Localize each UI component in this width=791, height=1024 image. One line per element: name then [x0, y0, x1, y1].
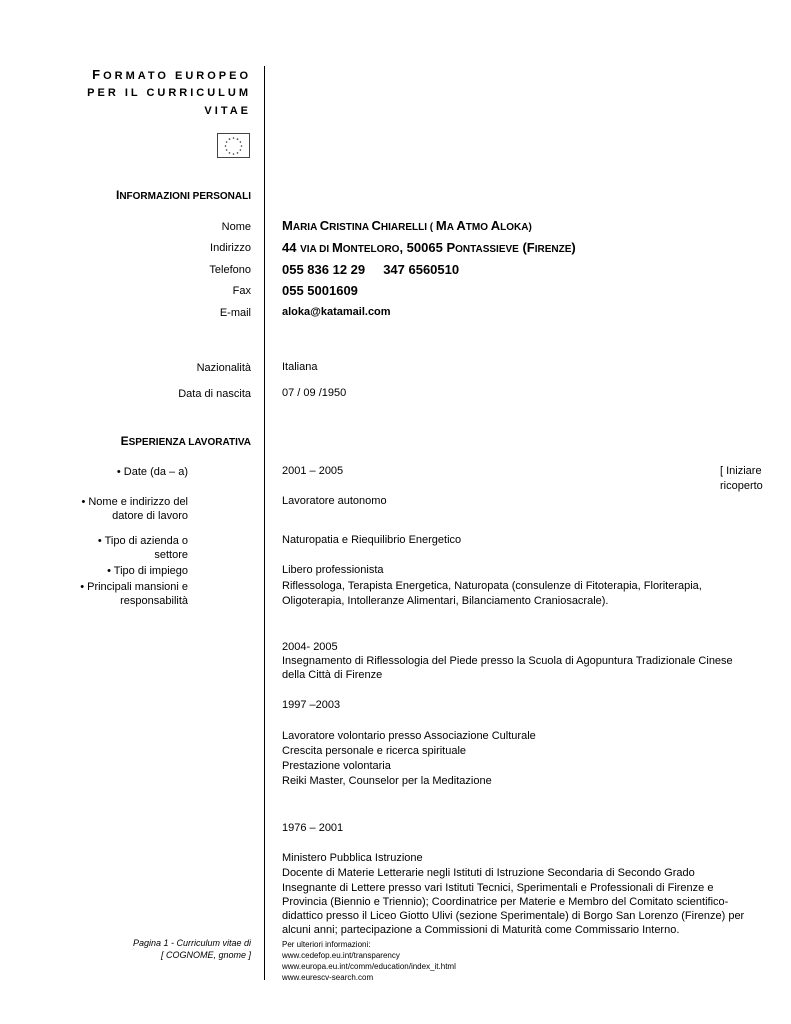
cv-title-line-3: VITAE [204, 105, 251, 117]
label-duties-1: • Principali mansioni e [80, 581, 188, 593]
label-sector-2: settore [154, 549, 188, 561]
section-personal-info: INFORMAZIONI PERSONALI [115, 188, 251, 202]
value-address: 44 VIA DI MONTELORO, 50065 PONTASSIEVE (FIRENZE) [282, 240, 576, 255]
exp4-line-5: didattico presso il Liceo Giotto Ulivi (sezione Sperimentale) di Borgo San Lorenzo (Firenze) per [282, 910, 745, 922]
exp4-line-4: Provincia (Biennio e Triennio); Coordinatrice per Materie e Membro del Comitato scientifico- [282, 896, 729, 908]
side-note-line-2: ricoperto [720, 480, 763, 492]
label-employer-2: datore di lavoro [112, 510, 188, 522]
label-name: Nome [221, 221, 251, 233]
value-nationality: Italiana [282, 361, 318, 373]
footer-link-eurescv[interactable]: www.eurescv-search.com [282, 973, 374, 982]
exp1-duties-line-1: Riflessologa, Terapista Energetica, Naturopata (consulenze di Fitoterapia, Floriterapia, [282, 580, 702, 592]
label-job-type: • Tipo di impiego [107, 565, 188, 577]
label-duties-2: responsabilità [120, 595, 188, 607]
value-email[interactable]: aloka@katamail.com [282, 306, 391, 318]
exp1-job-type: Libero professionista [282, 564, 384, 576]
exp4-dates: 1976 – 2001 [282, 822, 344, 834]
eu-flag-icon [217, 133, 250, 158]
label-phone: Telefono [209, 264, 251, 276]
label-dates: • Date (da – a) [116, 466, 188, 478]
exp2-line-2: della Città di Firenze [282, 669, 383, 681]
exp3-line-2: Crescita personale e ricerca spirituale [282, 745, 467, 757]
label-sector-1: • Tipo di azienda o [97, 535, 188, 547]
label-fax: Fax [232, 285, 251, 297]
label-birth-date: Data di nascita [178, 388, 251, 400]
footer-page-info: Pagina 1 - Curriculum vitae di [132, 938, 251, 948]
label-address: Indirizzo [210, 242, 251, 254]
footer-more-info: Per ulteriori informazioni: [282, 940, 371, 949]
exp1-sector: Naturopatia e Riequilibrio Energetico [282, 534, 462, 546]
value-fax: 055 5001609 [282, 283, 358, 298]
value-phone: 055 836 12 29 347 6560510 [282, 262, 460, 277]
exp1-employer: Lavoratore autonomo [282, 495, 387, 507]
column-divider [264, 66, 265, 980]
exp3-line-4: Reiki Master, Counselor per la Meditazione [282, 775, 492, 787]
exp1-duties-line-2: Oligoterapia, Intolleranze Alimentari, Bilanciamento Craniosacrale). [282, 595, 609, 607]
exp3-line-1: Lavoratore volontario presso Associazione Culturale [282, 730, 536, 742]
exp3-line-3: Prestazione volontaria [282, 760, 391, 772]
exp2-dates: 2004- 2005 [282, 641, 338, 653]
cv-title-line-1: FORMATO EUROPEO [92, 67, 251, 82]
footer-name-placeholder: [ COGNOME, gnome ] [160, 950, 251, 960]
exp1-dates: 2001 – 2005 [282, 465, 344, 477]
exp4-line-1: Ministero Pubblica Istruzione [282, 852, 423, 864]
section-work-experience: ESPERIENZA LAVORATIVA [120, 434, 251, 448]
label-employer-1: • Nome e indirizzo del [81, 496, 188, 508]
label-email: E-mail [219, 307, 251, 319]
exp3-dates: 1997 –2003 [282, 699, 341, 711]
exp4-line-6: alcuni anni; partecipazione a Commissioni di Maturità come Commissario Interno. [282, 924, 680, 936]
value-name: MARIA CRISTINA CHIARELLI ( MA ATMO ALOKA) [282, 218, 532, 233]
value-birth-date: 07 / 09 /1950 [282, 387, 347, 399]
exp2-line-1: Insegnamento di Riflessologia del Piede presso la Scuola di Agopuntura Tradizionale Cinese [282, 655, 733, 667]
exp4-line-2: Docente di Materie Letterarie negli Istituti di Istruzione Secondaria di Secondo Grado [282, 867, 695, 879]
footer-link-cedefop[interactable]: www.cedefop.eu.int/transparency [282, 951, 400, 960]
footer-link-europa[interactable]: www.europa.eu.int/comm/education/index_it.html [282, 962, 456, 971]
side-note-line-1: [ Iniziare [720, 465, 762, 477]
exp4-line-3: Insegnante di Lettere presso vari Istituti Tecnici, Sperimentali e Professionali di Firenze e [282, 882, 714, 894]
side-note-clipped [720, 464, 763, 494]
label-nationality: Nazionalità [196, 362, 251, 374]
cv-title-line-2: PER IL CURRICULUM [87, 87, 251, 99]
